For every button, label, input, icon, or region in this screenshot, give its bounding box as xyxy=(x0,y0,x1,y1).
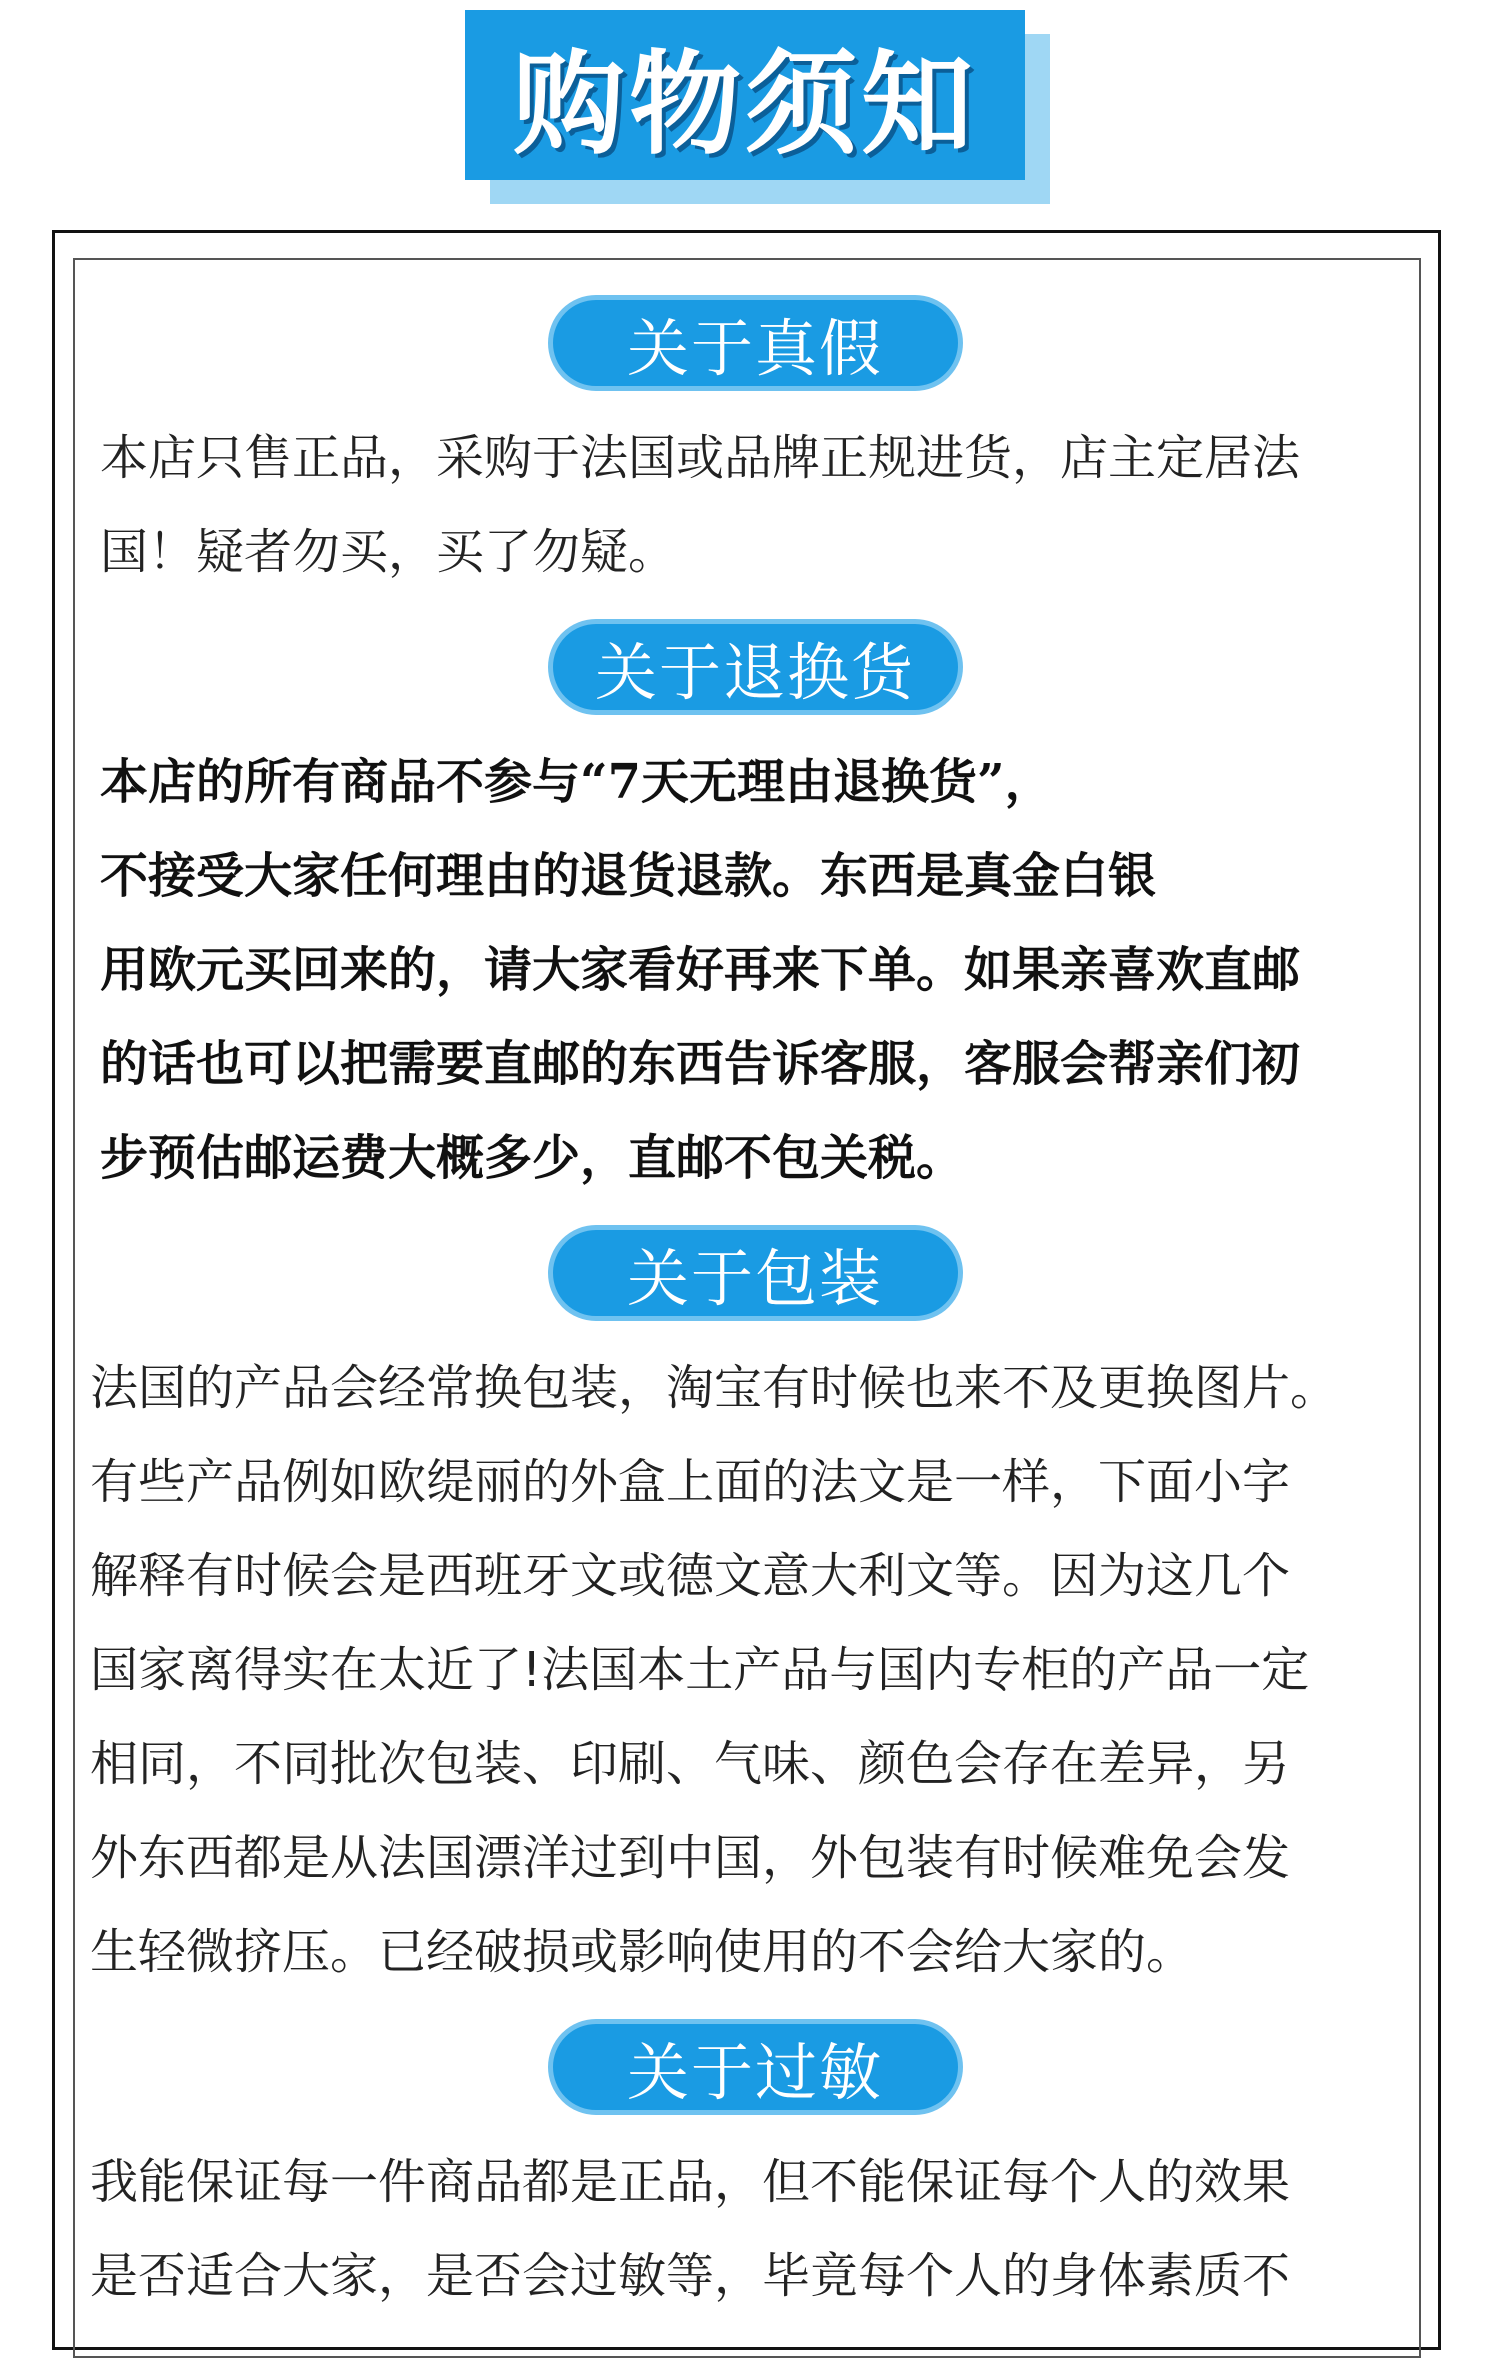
section-heading: 关于退换货 xyxy=(548,619,963,715)
paragraph-line: 国！疑者勿买，买了勿疑。 xyxy=(100,524,677,580)
paragraph-line: 外东西都是从法国漂洋过到中国，外包装有时候难免会发 xyxy=(90,1830,1291,1886)
paragraph-line: 本店的所有商品不参与“7天无理由退换货”， xyxy=(100,754,1053,810)
paragraph-line: 解释有时候会是西班牙文或德文意大利文等。因为这几个 xyxy=(90,1548,1291,1604)
paragraph-line: 步预估邮运费大概多少，直邮不包关税。 xyxy=(100,1130,965,1186)
paragraph-line: 国家离得实在太近了!法国本土产品与国内专柜的产品一定 xyxy=(90,1642,1310,1698)
paragraph-line: 我能保证每一件商品都是正品，但不能保证每个人的效果 xyxy=(90,2154,1291,2210)
paragraph-line: 不接受大家任何理由的退货退款。东西是真金白银 xyxy=(100,848,1157,904)
section-allergy xyxy=(90,2019,1410,2323)
section-authenticity xyxy=(100,295,1410,599)
section-returns xyxy=(100,619,1410,1205)
section-heading: 关于包装 xyxy=(548,1225,963,1321)
section-heading: 关于过敏 xyxy=(548,2019,963,2115)
paragraph-line: 的话也可以把需要直邮的东西告诉客服，客服会帮亲们初 xyxy=(100,1036,1301,1092)
paragraph-line: 用欧元买回来的，请大家看好再来下单。如果亲喜欢直邮 xyxy=(100,942,1301,998)
header-banner xyxy=(0,0,1500,215)
paragraph-line: 生轻微挤压。已经破损或影响使用的不会给大家的。 xyxy=(90,1924,1195,1980)
banner-box xyxy=(465,10,1025,180)
section-packaging xyxy=(90,1225,1410,1999)
paragraph-line: 有些产品例如欧缇丽的外盒上面的法文是一样，下面小字 xyxy=(90,1454,1291,1510)
paragraph-line: 法国的产品会经常换包装，淘宝有时候也来不及更换图片。 xyxy=(90,1360,1339,1416)
paragraph-line: 是否适合大家，是否会过敏等，毕竟每个人的身体素质不 xyxy=(90,2248,1291,2304)
notice-content xyxy=(90,295,1410,2323)
paragraph-line: 相同，不同批次包装、印刷、气味、颜色会存在差异，另 xyxy=(90,1736,1291,1792)
paragraph-line: 本店只售正品，采购于法国或品牌正规进货，店主定居法 xyxy=(100,430,1301,486)
section-heading: 关于真假 xyxy=(548,295,963,391)
page-title: 购物须知 xyxy=(513,39,977,170)
